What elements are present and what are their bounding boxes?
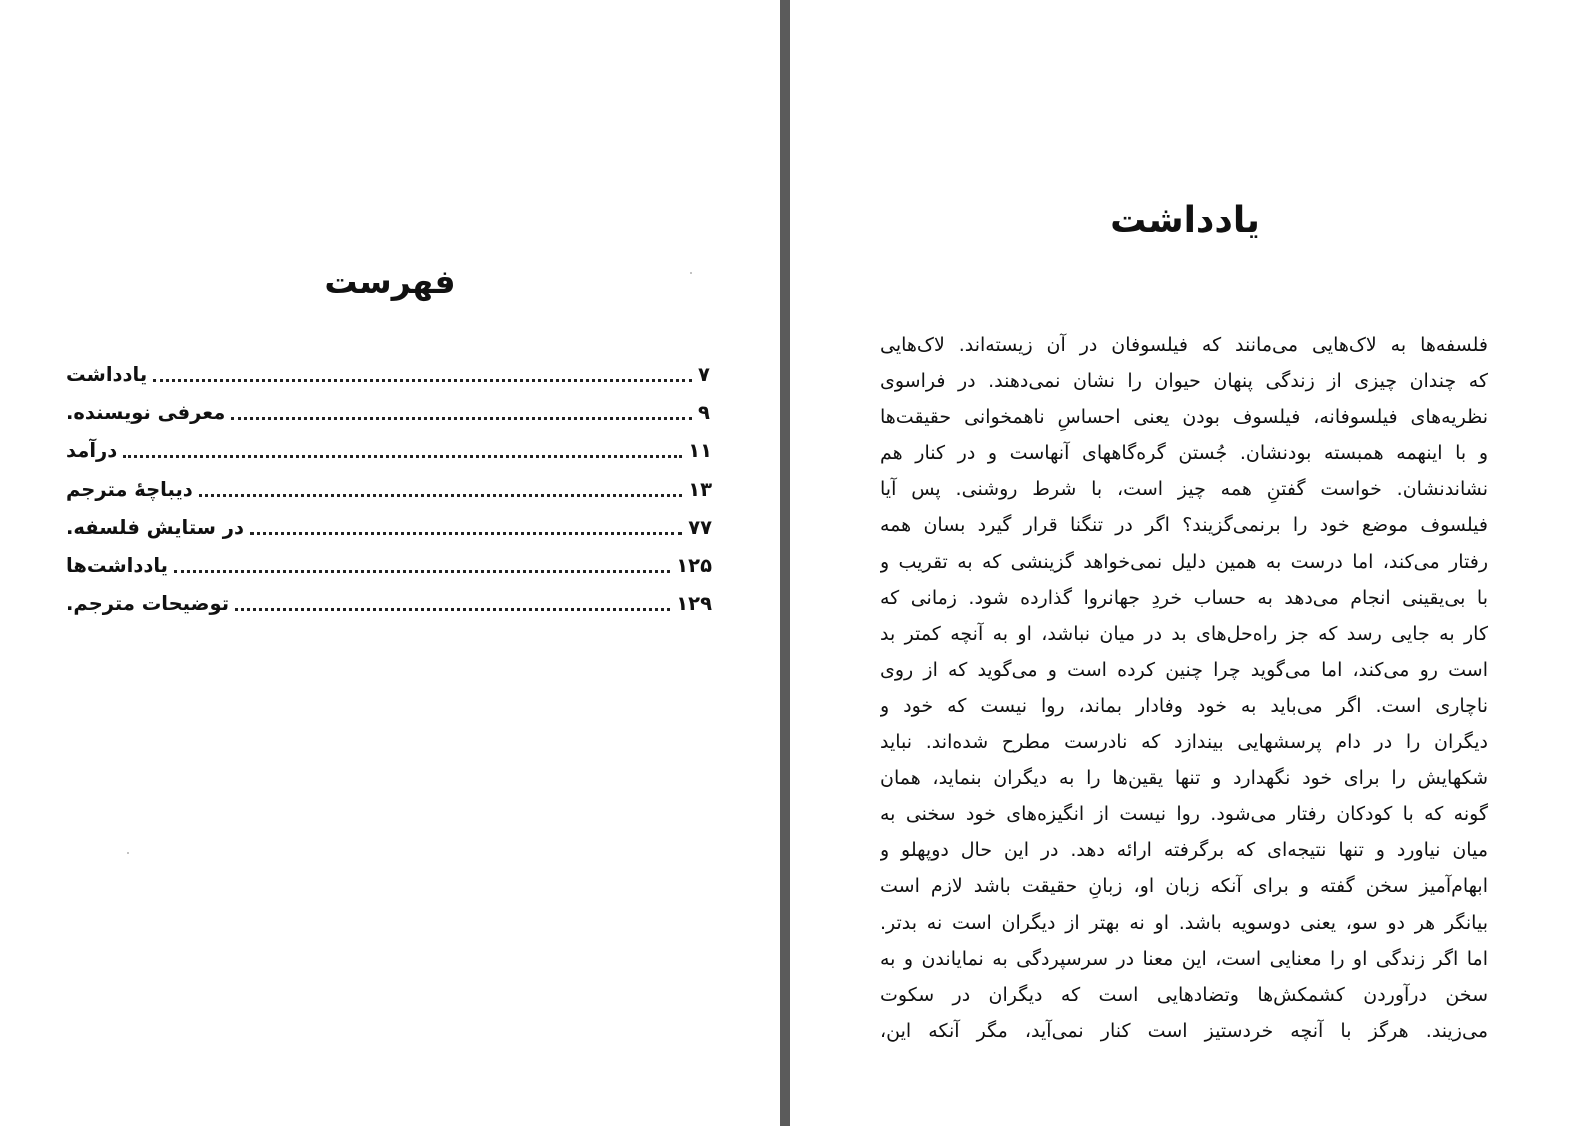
text-line: شکهایش را برای خود نگهدارد و تنها یقین‌ها را به دیگران بنماید، همان (880, 767, 1488, 790)
toc-list (66, 355, 712, 623)
text-line: و با اینهمه همبسته بودنشان. جُستن گره‌گاههای آنهاست و در کنار هم (880, 442, 1488, 465)
text-line: فیلسوف موضع خود را برنمی‌گزیند؟ اگر در تنگنا قرار گیرد بسان همه (880, 514, 1488, 537)
toc-entry-page: ۱۲۹ (676, 592, 712, 616)
text-line: با بی‌یقینی انجام می‌دهد به حساب خردِ جهانروا گذارده شود. زمانی که (880, 586, 1488, 609)
book-spine (780, 0, 790, 1126)
toc-entry-page: ۱۲۵ (676, 554, 712, 578)
toc-leader-dots (250, 532, 682, 535)
toc-entry (66, 432, 712, 470)
text-line: می‌زیند. هرگز با آنچه خردستیز است کنار نمی‌آید، مگر آنکه این، (880, 1019, 1488, 1042)
text-line: نظریه‌های فیلسوفانه، فیلسوف بودن یعنی احساسِ ناهمخوانی حقیقت‌ها (880, 406, 1488, 429)
scan-speck (690, 272, 692, 274)
text-line: کار به جایی رسد که جز راه‌حل‌های بد در میان نباشد، او به آنچه کمتر بد (880, 622, 1488, 645)
toc-entry-label: توضیحات مترجم. (66, 592, 230, 616)
text-line: بیانگر هر دو سو، یعنی دوسویه باشد. او نه بهتر از دیگران است نه بدتر. (880, 911, 1488, 934)
toc-entry (66, 355, 712, 393)
text-line: ابهام‌آمیز سخن گفته و برای آنکه زبان او، زبانِ حقیقت باشد لازم است (880, 875, 1488, 898)
text-line: سخن درآوردن کشمکش‌ها وتضادهایی است که دیگران در سکوت (880, 983, 1488, 1006)
toc-entry-label: درآمد (66, 439, 118, 463)
toc-entry-page: ۹ (698, 400, 710, 424)
toc-leader-dots (123, 455, 682, 458)
toc-leader-dots (153, 379, 692, 382)
text-line: گونه که با کودکان رفتار می‌شود. روا نیست از انگیزه‌های خود سخنی به (880, 803, 1488, 826)
toc-entry-page: ۱۱ (688, 439, 712, 463)
text-line: دیگران را در دام پرسشهایی بیندازد که نادرست مطرح شده‌اند. نباید (880, 731, 1488, 754)
toc-leader-dots (199, 494, 682, 497)
toc-entry-label: در ستایش فلسفه. (66, 515, 244, 539)
toc-leader-dots (235, 608, 670, 611)
toc-entry-label: یادداشت (66, 362, 148, 386)
text-line: میان نیاورد و تنها نتیجه‌ای که برگرفته ارائه دهد. در این حال دوپهلو و (880, 839, 1488, 862)
toc-entry (66, 470, 712, 508)
toc-entry (66, 585, 712, 623)
toc-entry (66, 508, 712, 546)
text-line: فلسفه‌ها به لاک‌هایی می‌مانند که فیلسوفان در آن زیسته‌اند. لاک‌هایی (880, 334, 1488, 356)
text-line: ناچاری است. اگر می‌باید به خود وفادار بماند، روا نیست که خود و (880, 694, 1488, 717)
note-title: یادداشت (1110, 200, 1260, 241)
toc-entry-page: ۷ (698, 362, 710, 386)
text-line: است رو می‌کند، اما می‌گوید چرا چنین کرده است و می‌گوید که از روی (880, 658, 1488, 681)
text-line: نشاندنشان. خواست گفتنِ همه چیز است، با شرط روشنی. پس آیا (880, 478, 1488, 501)
toc-title: فهرست (324, 262, 456, 301)
toc-leader-dots (231, 417, 692, 420)
scan-speck (127, 852, 129, 854)
left-page (0, 0, 780, 1126)
toc-leader-dots (174, 570, 670, 573)
toc-entry-label: یادداشت‌ها (66, 554, 169, 578)
toc-entry-page: ۷۷ (688, 515, 712, 539)
toc-entry-label: دیباچهٔ مترجم (66, 477, 193, 501)
toc-entry (66, 393, 712, 431)
text-line: اما اگر زندگی او را معنایی است، این معنا در سرسپردگی به نمایاندن و به (880, 947, 1488, 970)
note-body (880, 327, 1488, 1049)
toc-entry-label: معرفی نویسنده. (66, 400, 226, 424)
text-line: رفتار می‌کند، اما درست به همین دلیل نمی‌خواهد گزینشی که به تقریب و (880, 550, 1488, 573)
toc-entry-page: ۱۳ (688, 477, 712, 501)
toc-entry (66, 546, 712, 584)
text-line: که چندان چیزی از زندگی پنهان حیوان را نشان نمی‌دهند. در فراسوی (880, 370, 1488, 393)
